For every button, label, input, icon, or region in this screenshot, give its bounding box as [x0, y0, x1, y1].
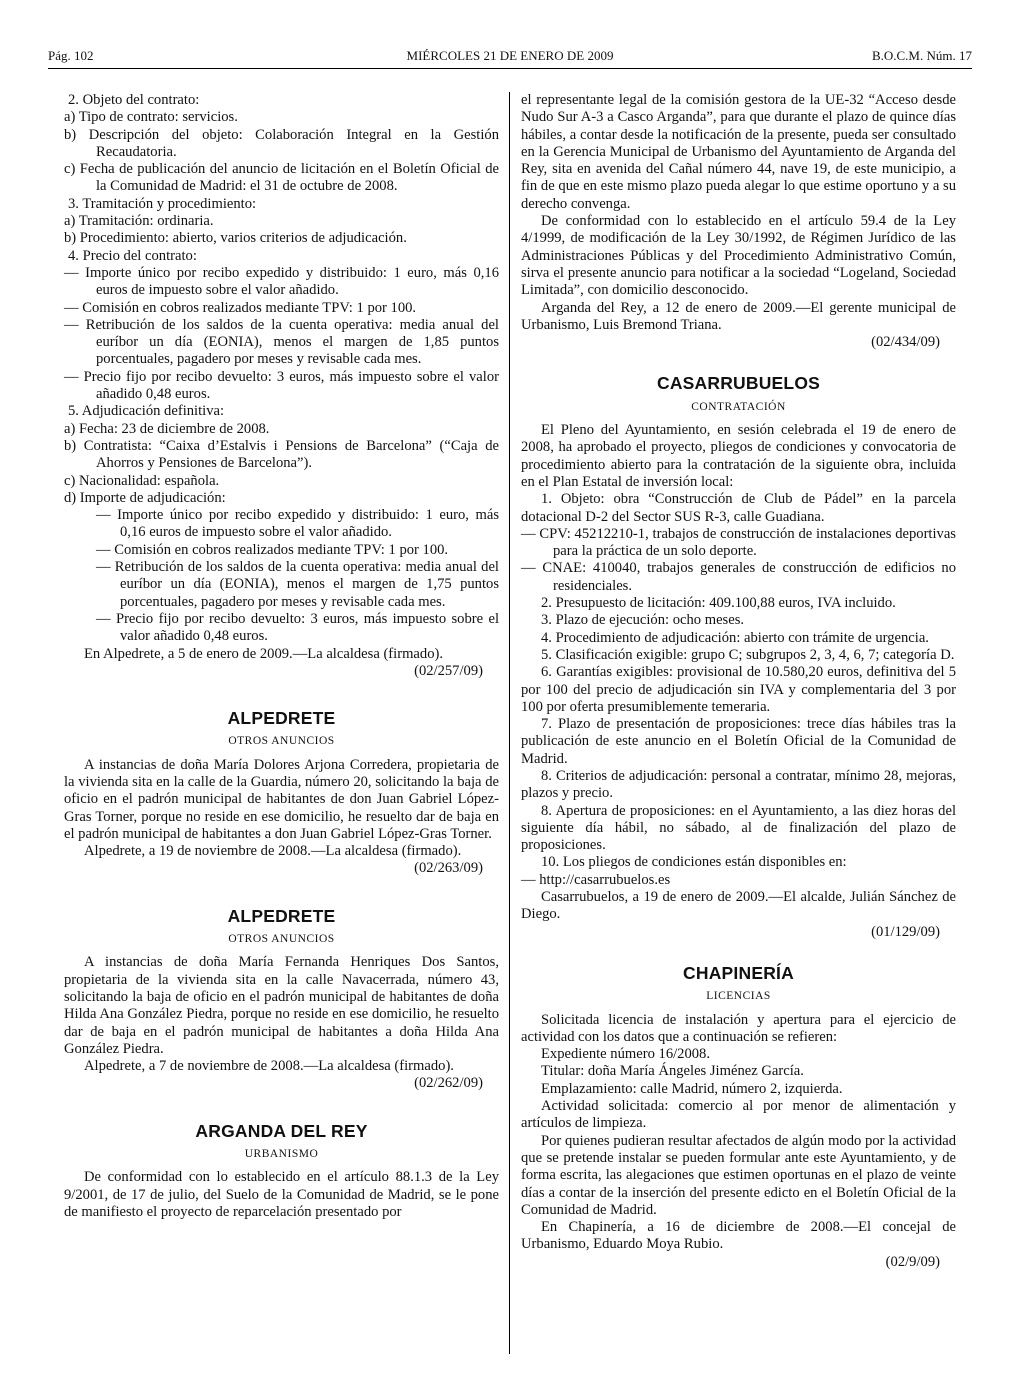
page-header: [48, 44, 972, 69]
contract-item: — Importe único por recibo expedido y distribuido: 1 euro, más 0,16 euros de impuesto sobre el valor añadido.: [64, 264, 499, 299]
alpedrete-body-1: A instancias de doña María Dolores Arjona Corredera, propietaria de la vivienda sita en la calle de la Guardia, número 20, solicitando la baja de oficio en el padrón municipal de habitantes de don Juan Gabriel López-Gras Torner, porque no reside en ese domicilio, he resuelto dar de baja en el padrón municipal de habitantes a don Juan Gabriel López-Gras Torner.: [64, 756, 499, 842]
casarrubuelos-paragraph: 7. Plazo de presentación de proposiciones: trece días hábiles tras la publicación de este anuncio en el Boletín Oficial de la Comunidad de Madrid.: [521, 716, 956, 767]
chapineria-paragraph: Emplazamiento: calle Madrid, número 2, izquierda.: [541, 1080, 843, 1097]
section-subtitle: LICENCIAS: [706, 990, 771, 1003]
alpedrete-body-2: A instancias de doña María Fernanda Henriques Dos Santos, propietaria de la vivienda sita en la calle Navacerrada, número 43, solicitando la baja de oficio en el padrón municipal de habitantes de doña Hilda Ana González Piedra, porque no reside en ese domicilio, he resuelto dar de baja en el padrón municipal de habitantes a doña Hilda Ana González Piedra.: [64, 954, 499, 1057]
casarrubuelos-paragraph: — CPV: 45212210-1, trabajos de construcción de instalaciones deportivas para la práctica de un solo deporte.: [521, 525, 956, 560]
casarrubuelos-paragraph: — CNAE: 410040, trabajos generales de construcción de edificios no residenciales.: [521, 560, 956, 594]
ref-02-262-09: (02/262/09): [414, 1075, 483, 1092]
column-divider: [509, 92, 510, 1354]
section-title-alpedrete-2: ALPEDRETE: [227, 905, 336, 926]
section-subtitle: OTROS ANUNCIOS: [228, 933, 335, 946]
contract-item: — Retribución de los saldos de la cuenta operativa: media anual del euríbor un día (EONIA), menos el margen de 1,75 puntos porcentuales, pagadero por meses y revisable cada mes.: [96, 559, 499, 610]
contract-item: 3. Tramitación y procedimiento:: [68, 195, 257, 212]
section-title-arganda: ARGANDA DEL REY: [195, 1120, 368, 1141]
casarrubuelos-paragraph: 8. Criterios de adjudicación: personal a contratar, mínimo 28, mejoras, plazos y precio.: [521, 767, 956, 802]
arganda-continuation: el representante legal de la comisión gestora de la UE-32 “Acceso desde Nudo Sur A-3 a Casco Arganda”, para que durante el plazo de quince días hábiles, a contar desde la notificación de la presente, pueda ser consultado en la Gerencia Municipal de Urbanismo del Ayuntamiento de Arganda del Rey, sita en avenida del Cañal número 44, nave 19, de este municipio, a fin de que en este mismo plazo pueda alegar lo que estime oportuno y a su derecho convenga.: [521, 92, 956, 212]
contract-item: — Precio fijo por recibo devuelto: 3 euros, más impuesto sobre el valor añadido 0,48 euros.: [96, 610, 499, 645]
casarrubuelos-paragraph: 1. Objeto: obra “Construcción de Club de Pádel” en la parcela dotacional D-2 del Sector SUS R-3, calle Guadiana.: [521, 491, 956, 525]
chapineria-paragraph: En Chapinería, a 16 de diciembre de 2008.—El concejal de Urbanismo, Eduardo Moya Rubio.: [521, 1219, 956, 1253]
contract-item: a) Tipo de contrato: servicios.: [64, 109, 238, 126]
chapineria-paragraph: Solicitada licencia de instalación y apertura para el ejercicio de actividad con los datos que a continuación se refieren:: [521, 1011, 956, 1045]
casarrubuelos-paragraph: 4. Procedimiento de adjudicación: abierto con trámite de urgencia.: [541, 629, 929, 646]
contract-item: b) Contratista: “Caixa d’Estalvis i Pensions de Barcelona” (“Caja de Ahorros y Pensiones de Barcelona”).: [64, 437, 499, 472]
arganda-body: De conformidad con lo establecido en el artículo 88.1.3 de la Ley 9/2001, de 17 de julio, del Suelo de la Comunidad de Madrid, se le pone de manifiesto el proyecto de reparcelación presentado por: [64, 1169, 499, 1220]
contract-item: — Comisión en cobros realizados mediante TPV: 1 por 100.: [64, 299, 417, 316]
issue-date: MIÉRCOLES 21 DE ENERO DE 2009: [406, 48, 614, 63]
ref-02-9-09: (02/9/09): [885, 1253, 940, 1270]
contract-item: — Importe único por recibo expedido y distribuido: 1 euro, más 0,16 euros de impuesto sobre el valor añadido.: [96, 507, 499, 541]
casarrubuelos-body: [521, 422, 956, 924]
arganda-closing: Arganda del Rey, a 12 de enero de 2009.—El gerente municipal de Urbanismo, Luis Bremond Triana.: [521, 299, 956, 333]
contract-items: [64, 92, 499, 646]
casarrubuelos-paragraph: 5. Clasificación exigible: grupo C; subgrupos 2, 3, 4, 6, 7; categoría D.: [541, 646, 955, 663]
contract-item: 2. Objeto del contrato:: [68, 92, 200, 108]
closing-alpedrete-3: Alpedrete, a 7 de noviembre de 2008.—La alcaldesa (firmado).: [84, 1058, 454, 1075]
section-title-casarrubuelos: CASARRUBUELOS: [656, 373, 821, 394]
chapineria-body: [521, 1012, 956, 1254]
section-subtitle: OTROS ANUNCIOS: [228, 735, 335, 748]
contract-item: a) Fecha: 23 de diciembre de 2008.: [64, 420, 270, 437]
casarrubuelos-paragraph: Casarrubuelos, a 19 de enero de 2009.—El alcalde, Julián Sánchez de Diego.: [521, 889, 956, 923]
closing-alpedrete-1: En Alpedrete, a 5 de enero de 2009.—La alcaldesa (firmado).: [84, 645, 444, 662]
casarrubuelos-paragraph: 6. Garantías exigibles: provisional de 10.580,20 euros, definitiva del 5 por 100 del precio de adjudicación sin IVA y complementaria del 3 por 100 por oferta presumiblemente temeraria.: [521, 664, 956, 715]
contract-item: c) Fecha de publicación del anuncio de licitación en el Boletín Oficial de la Comunidad de Madrid: el 31 de octubre de 2008.: [64, 161, 499, 195]
left-column: [64, 92, 499, 1221]
contract-item: a) Tramitación: ordinaria.: [64, 213, 214, 230]
chapineria-paragraph: Titular: doña María Ángeles Jiménez García.: [541, 1063, 804, 1080]
casarrubuelos-paragraph: El Pleno del Ayuntamiento, en sesión celebrada el 19 de enero de 2008, ha aprobado el proyecto, pliegos de condiciones y convocatoria de procedimiento abierto para la contratación de la siguiente obra, incluida en el Plan Estatal de inversión local:: [521, 422, 956, 490]
ref-02-434-09: (02/434/09): [871, 334, 940, 351]
contract-item: b) Descripción del objeto: Colaboración Integral en la Gestión Recaudatoria.: [64, 126, 499, 160]
contract-item: d) Importe de adjudicación:: [64, 489, 226, 506]
casarrubuelos-paragraph: 8. Apertura de proposiciones: en el Ayuntamiento, a las diez horas del siguiente día hábil, no sábado, al de finalización del plazo de proposiciones.: [521, 802, 956, 854]
casarrubuelos-paragraph: 2. Presupuesto de licitación: 409.100,88 euros, IVA incluido.: [541, 595, 896, 612]
ref-02-263-09: (02/263/09): [414, 860, 483, 877]
section-title-chapineria: CHAPINERÍA: [683, 962, 794, 983]
closing-alpedrete-2: Alpedrete, a 19 de noviembre de 2008.—La alcaldesa (firmado).: [84, 843, 462, 860]
contract-item: — Retribución de los saldos de la cuenta operativa: media anual del euríbor un día (EONIA), menos el margen de 1,85 puntos porcentuales, pagadero por meses y revisable cada mes.: [64, 316, 499, 368]
arganda-paragraph-2: De conformidad con lo establecido en el artículo 59.4 de la Ley 4/1999, de modificación de la Ley 30/1992, de Régimen Jurídico de las Administraciones Públicas y del Procedimiento Administrativo Común, sirva el presente anuncio para notificar a la sociedad “Logeland, Sociedad Limitada”, con domicilio desconocido.: [521, 213, 956, 299]
contract-item: c) Nacionalidad: española.: [64, 472, 220, 489]
contract-item: — Comisión en cobros realizados mediante TPV: 1 por 100.: [96, 541, 449, 558]
chapineria-paragraph: Expediente número 16/2008.: [541, 1046, 711, 1063]
ref-01-129-09: (01/129/09): [871, 923, 940, 940]
section-subtitle: URBANISMO: [244, 1148, 319, 1161]
ref-02-257-09: (02/257/09): [414, 662, 483, 679]
casarrubuelos-paragraph: 3. Plazo de ejecución: ocho meses.: [541, 612, 745, 629]
contract-item: 4. Precio del contrato:: [68, 247, 197, 264]
casarrubuelos-paragraph: 10. Los pliegos de condiciones están disponibles en:: [541, 854, 847, 871]
contract-item: b) Procedimiento: abierto, varios criterios de adjudicación.: [64, 230, 407, 247]
chapineria-paragraph: Por quienes pudieran resultar afectados de algún modo por la actividad que se pretende instalar se pueden formular ante este Ayuntamiento, y de forma escrita, las alegaciones que estimen oportunas en el plazo de veinte días a contar de la inserción del presente edicto en el Boletín Oficial de la Comunidad de Madrid.: [521, 1132, 956, 1218]
right-column: [521, 92, 956, 1271]
chapineria-paragraph: Actividad solicitada: comercio al por menor de alimentación y artículos de limpieza.: [521, 1098, 956, 1132]
casarrubuelos-paragraph: — http://casarrubuelos.es: [521, 871, 671, 888]
page-number: Pág. 102: [48, 48, 94, 63]
section-title-alpedrete-1: ALPEDRETE: [227, 708, 336, 729]
contract-item: 5. Adjudicación definitiva:: [68, 403, 225, 420]
section-subtitle: CONTRATACIÓN: [691, 400, 786, 413]
journal-issue: B.O.C.M. Núm. 17: [871, 48, 972, 63]
contract-item: — Precio fijo por recibo devuelto: 3 euros, más impuesto sobre el valor añadido 0,48 euros.: [64, 368, 499, 403]
